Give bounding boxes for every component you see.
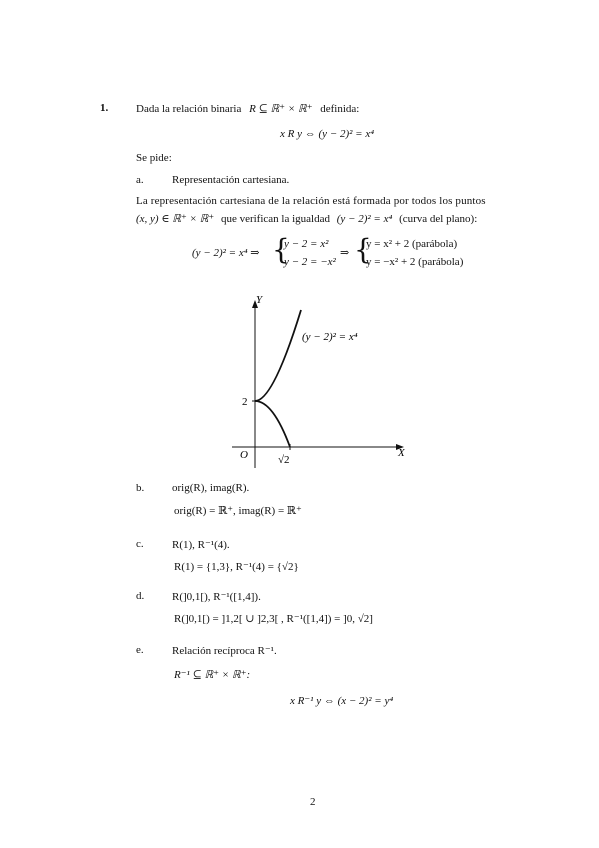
eq-res2: y = −x² + 2 (parábola) [366,256,464,268]
left-brace-1: { [272,233,290,266]
part-a-title: Representación cartesiana. [172,174,290,186]
part-a-letter: a. [136,174,144,186]
origin-label: O [240,449,248,461]
page-number: 2 [310,796,316,808]
problem-intro [136,102,359,115]
x-axis-label: X [398,447,405,459]
left-brace-2: { [354,233,372,266]
part-c-answer: R(1) = {1,3}, R⁻¹(4) = {√2} [174,561,299,573]
problem-number: 1. [100,102,109,114]
y-axis-label: Y [256,294,263,306]
eq-lhs: (y − 2)² = x⁴ ⇒ [192,247,260,259]
part-a-text: que verifican la igualdad [220,213,330,225]
part-c-letter: c. [136,538,144,550]
curve-upper-branch [255,310,301,401]
part-a-eq: (y − 2)² = x⁴ [336,213,393,225]
part-e-definition: x R⁻¹ y ⇔ (x − 2)² = y⁴ [290,695,394,707]
part-b-answer: orig(R) = ℝ⁺, imag(R) = ℝ⁺ [174,505,302,517]
part-a-tail: (curva del plano): [399,213,478,225]
eq-case2: y − 2 = −x² [284,256,336,268]
relation-definition: x R y ⇔ (y − 2)² = x⁴ [280,128,375,140]
part-a-para-line1: La representación cartesiana de la relación está formada por todos los puntos [136,195,486,207]
part-a-para-line2 [136,212,477,225]
part-d-letter: d. [136,590,145,602]
problem-intro-tail: definida: [320,103,360,115]
part-e-title: Relación recíproca R⁻¹. [172,645,277,657]
curve-lower-branch [255,401,290,447]
part-d-title: R(]0,1[), R⁻¹([1,4]). [172,591,261,603]
y-tick-label: 2 [242,396,248,408]
part-e-letter: e. [136,644,144,656]
se-pide: Se pide: [136,152,172,164]
relation-graph [228,290,418,470]
eq-res1: y = x² + 2 (parábola) [366,238,458,250]
part-b-title: orig(R), imag(R). [172,482,250,494]
part-b-letter: b. [136,482,145,494]
x-tick-label: √2 [278,454,290,466]
problem-intro-math: R ⊆ ℝ⁺ × ℝ⁺ [249,103,313,115]
part-e-subset: R⁻¹ ⊆ ℝ⁺ × ℝ⁺: [174,669,251,681]
part-c-title: R(1), R⁻¹(4). [172,539,230,551]
curve-label: (y − 2)² = x⁴ [302,331,358,343]
part-a-set: (x, y) ∈ ℝ⁺ × ℝ⁺ [136,213,215,225]
eq-arrow: ⇒ [340,247,350,259]
eq-case1: y − 2 = x² [284,238,329,250]
problem-intro-text: Dada la relación binaria [136,103,242,115]
part-d-answer: R(]0,1[) = ]1,2[ ∪ ]2,3[ , R⁻¹([1,4]) = ]0, √2] [174,613,373,625]
